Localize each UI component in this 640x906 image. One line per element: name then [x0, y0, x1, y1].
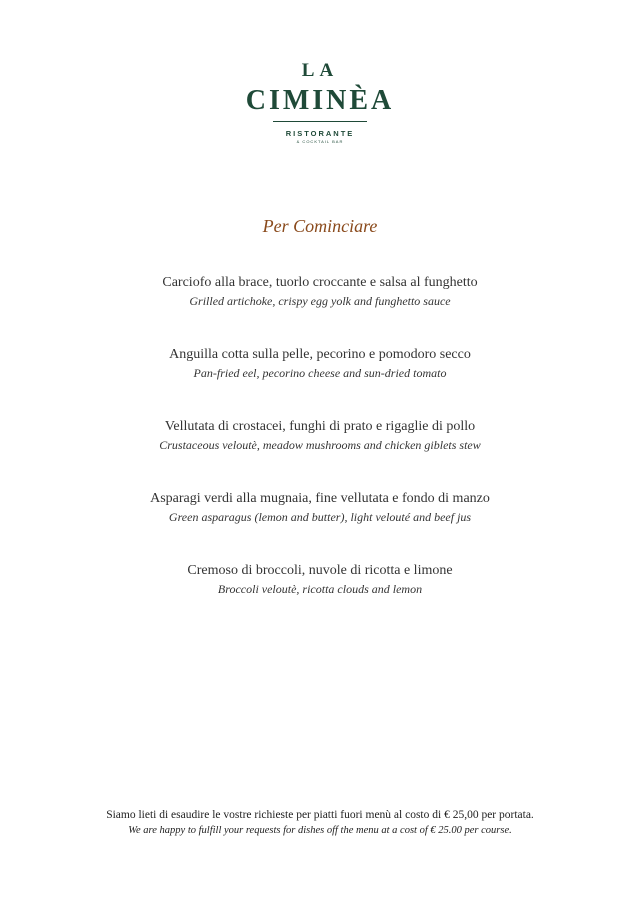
- dish-name-en: Grilled artichoke, crispy egg yolk and funghetto sauce: [189, 294, 451, 308]
- dish-name-it: Anguilla cotta sulla pelle, pecorino e pomodoro secco: [169, 347, 471, 362]
- dish-item: [0, 490, 640, 562]
- logo-la: LA: [301, 60, 339, 81]
- menu-footer: [0, 807, 640, 839]
- footer-note-it: Siamo lieti di esaudire le vostre richieste per piatti fuori menù al costo di € 25,00 per portata.: [106, 809, 534, 821]
- logo-name: CIMINÈA: [245, 85, 395, 116]
- dish-name-it: Carciofo alla brace, tuorlo croccante e salsa al funghetto: [162, 275, 478, 290]
- logo-subtitle-cocktail: & COCKTAIL BAR: [296, 139, 344, 144]
- dish-name-en: Broccoli veloutè, ricotta clouds and lemon: [217, 582, 423, 596]
- logo-subtitle: RISTORANTE: [285, 129, 355, 138]
- dish-item: [0, 562, 640, 634]
- dish-name-it: Asparagi verdi alla mugnaia, fine vellutata e fondo di manzo: [150, 491, 490, 506]
- dish-name-en: Green asparagus (lemon and butter), light velouté and beef jus: [168, 510, 472, 524]
- dish-name-it: Vellutata di crostacei, funghi di prato e rigaglie di pollo: [164, 419, 476, 434]
- dish-item: [0, 418, 640, 490]
- footer-note-en: We are happy to fulfill your requests for dishes off the menu at a cost of € 25.00 per course.: [128, 825, 512, 836]
- dish-name-en: Crustaceous veloutè, meadow mushrooms and chicken giblets stew: [159, 438, 481, 452]
- dish-name-it: Cremoso di broccoli, nuvole di ricotta e limone: [187, 563, 453, 578]
- dish-item: [0, 346, 640, 418]
- section-title: Per Cominciare: [262, 216, 378, 236]
- logo-divider: [273, 121, 367, 122]
- dish-name-en: Pan-fried eel, pecorino cheese and sun-dried tomato: [193, 366, 447, 380]
- dish-item: [0, 274, 640, 346]
- restaurant-logo: [0, 56, 640, 144]
- dish-list: [0, 274, 640, 634]
